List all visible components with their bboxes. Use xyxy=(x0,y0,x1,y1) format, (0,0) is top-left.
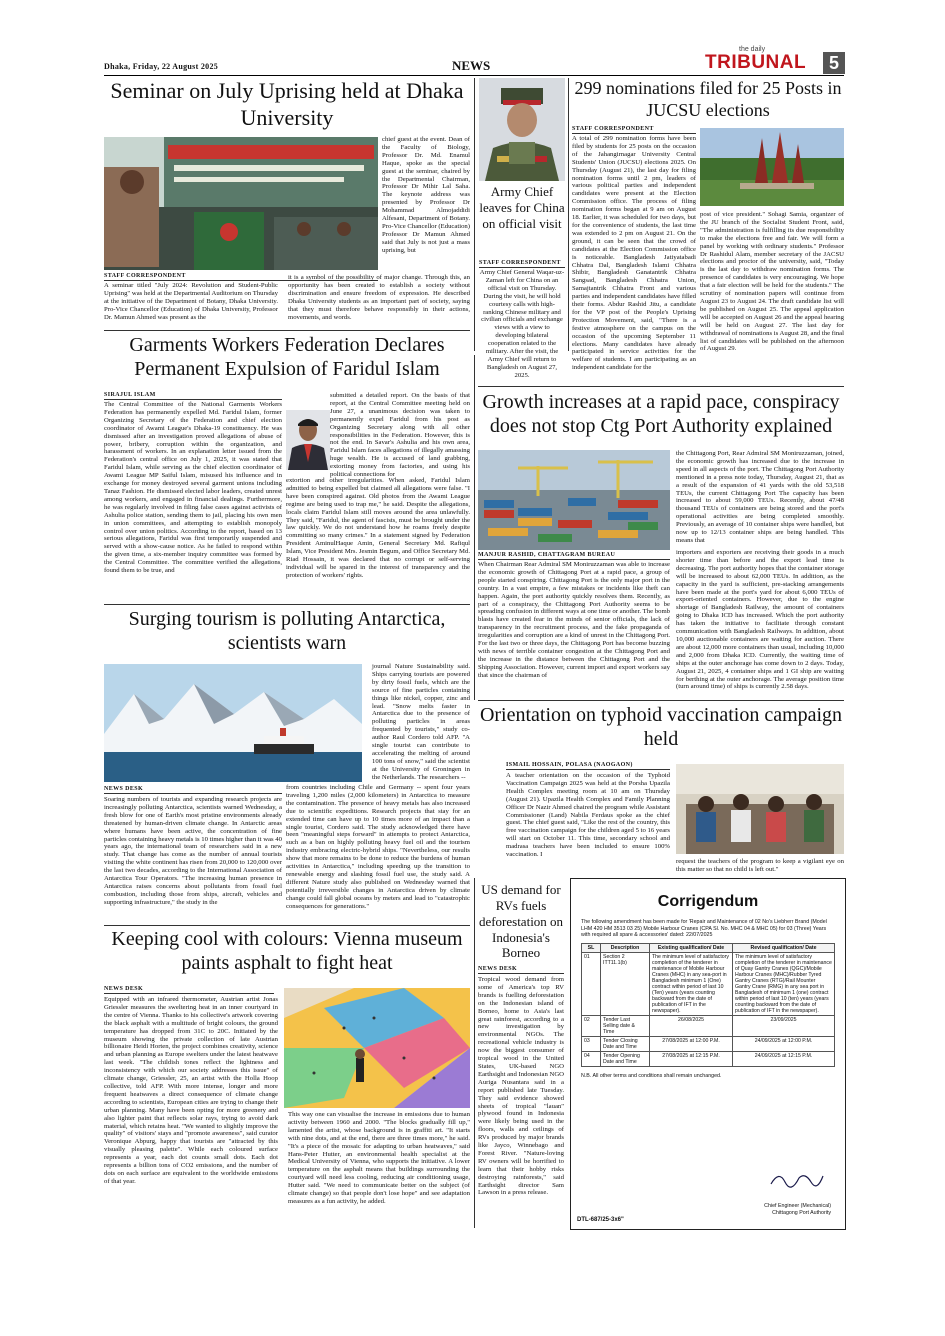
port-col1: When Chairman Rear Admiral SM Moniruzzaman was able to increase the economic growth of Chittagong Port at a rapid pace, a group of people started conspiring. Chittagong Port is the only major port in the country. In a vast empire, a few mistakes or incidents like theft can happen. Again, the port authority quickly resolves them. Recently, as part of a conspiracy, the Chittagong Port Authority seems to be spreading confusion in different ways at one time or another. The bomb blasts have created fear in the minds of senior officials, the lack of transparency in the recruitment process, and the fake propaganda of irregularities and corruption are a kind of unrest in the Chittagong Port. For the last two or three days, the Chittagong Port has become buzzing with news of terrible container congestion at the Chittagong Port and the increase in the distance between the Chittagong Port and the Shipping Association. However, current import and export workers say that since the chairman of xyxy=(478,561,670,679)
cell-existing: 27/08/2025 at 12:00 P.M. xyxy=(650,1036,733,1051)
dateline: Dhaka, Friday, 22 August 2025 xyxy=(104,62,219,71)
page-number: 5 xyxy=(823,52,845,74)
corrigendum-box xyxy=(570,878,846,1230)
antarctica-photo xyxy=(104,664,362,782)
table-row xyxy=(582,1015,835,1036)
vienna-col2: This way one can visualise the increase in emissions due to human activity between 1960 and 2000. "The blocks gradually fill up," lamented the artist, whose background is in graffiti art. "It starts with nine dots, and at the end, there are three times more," he said. "It's a piece of the mosaic for adapting to urban heatwaves," said Hans-Peter Hutter, an environmental health specialist at the Medical University of Vienna, who supports the initiative. A lower temperature on the asphalt means that buildings surrounding the courtyard will need less cooling, reducing air conditioning usage, Hutter said. "We need to communicate better on the subject (of climate change) so that people don't lose hope" and see adaptation measures as a fun activity, he added. xyxy=(288,1111,470,1205)
vienna-photo xyxy=(284,988,470,1108)
column-rule xyxy=(474,878,475,1228)
corrigendum-table-wrap xyxy=(581,943,835,1067)
typhoid-photo xyxy=(676,764,844,854)
typhoid-col2: request the teachers of the program to keep a vigilant eye on this matter so that no child is left out." xyxy=(676,858,844,873)
masthead-logo xyxy=(705,46,845,74)
army-chief-photo xyxy=(479,78,565,181)
port-headline: Growth increases at a rapid pace, conspiracy does not stop Ctg Port Authority explained xyxy=(482,391,840,438)
seminar-headline: Seminar on July Uprising held at Dhaka University xyxy=(110,78,464,130)
antarctica-col1-top: journal Nature Sustainability said. Ships carrying tourists are powered by dirty fossil fuels, which are the source of fine particles containing things like nickel, copper, zinc and lead. "Snow melts faster in Antarctica due to the presence of polluting particles in areas frequented by tourists," study co-author Raul Cordero told AFP. "A single tourist can contribute to accelerating the melting of around 100 tons of snow," said the scientist at the University of Groningen in the Netherlands. The researchers -- xyxy=(372,663,470,781)
cell-description: Tender Last Selling date & Time xyxy=(601,1015,650,1036)
garments-byline: SIRAJUL ISLAM xyxy=(104,392,282,400)
cell-description: Tender Opening Date and Time xyxy=(601,1051,650,1066)
vienna-col1: Equipped with an infrared thermometer, Austrian artist Jonas Griessler measures the sweltering heat in an inner courtyard in the centre of Vienna. Thanks to his collective's artwork covering the black asphalt with a multitude of bright colours, the ground temperature has dropped from 31C to 20C. Initiated by the museum showing the private collection of late Austrian billionaire Heidi Horten, the project combines creativity, science and urban planning as Europe swelters under the latest heatwave last week. "The childish tones reflect the lightness and inconsistency with which our society addresses this issue" of climate change, Griessler, 25, an artist with the Holla Hoop collective, told AFP. With more intense, longer and more frequent heatwaves a direct consequence of climate change according to scientists, European cities are trying to change their urban planning. Many have been opting for more greenery and also lighter paint that reflects solar rays, trying to avoid dark material, which retains heat. "We wanted to slightly improve the quality" of visitors' stays and "promote awareness", said curator Veronique Abpurg, happy that tourists are "attracted by this visually pleasing palette". While each coloured surface represents a year, each dot counts small dots. Each dot represents a billion tons of CO2 emissions, and the number of dots on each surface are equivalent to the worldwide emissions of that year. xyxy=(104,996,278,1185)
garments-col2a: submitted a detailed report. On the basis of that report, at the Central Committee meeting held on June 27, a unanimous decision was taken to permanently expel Faridul from his post as Organizing Secretary along with all other responsibilities in the Federation. However, this is not the end. In Savar's Ashulia and his own area, Faridul Islam faces allegations of illegally amassing huge wealth. He is accused of land grabbing, extorting money from factories, and using his political connections for xyxy=(330,392,470,479)
port-byline: MANJUR RASHID, CHATTAGRAM BUREAU xyxy=(478,552,670,560)
column-rule xyxy=(568,78,569,351)
signature-icon xyxy=(767,1168,827,1195)
corrigendum-intro: The following amendment has been made for 'Repair and Maintenance of 02 No's Liebherr Brand (Model LHM 420 HM 3513 03 25) Mobile Harbour Cranes (CPA Sl. No. MHC 04 & MHC 05) for 03 (Three) Years with required all spare & accessories' dated: 22/07/2025 xyxy=(581,919,827,939)
antarctica-col1: Soaring numbers of tourists and expanding research projects are increasingly polluting Antarctica, scientists warned Wednesday, a fresh blow for one of Earth's most pristine environments already threatened by human-driven climate change. In Antarctic areas where humans have been active, the concentration of fine particles containing heavy metals is 10 times higher than it was 40 years ago, the international team of researchers said in a new study. That change has come as the number of annual tourists visiting the white continent has risen from 20,000 to 120,000 over the last two decades, according to the International Association of Antarctica Tour Operators. "The increasing human presence in Antarctica raises concerns about pollutants from fossil fuel combustion, including those from ships, aircraft, vehicles and supporting infrastructure," the study in the xyxy=(104,796,282,906)
army-body: Army Chief General Waqar-uz-Zaman left for China on an official visit on Thursday. During the visit, he will hold courtesy calls with high-ranking Chinese military and civilian officials and exchange views with a view to developing bilateral cooperation related to the military. After the visit, the Army Chief will return to Bangladesh on August 27, 2025. xyxy=(479,269,565,379)
typhoid-byline: ISMAIL HOSSAIN, POLASA (NAOGAON) xyxy=(506,762,670,770)
corrigendum-title: Corrigendum xyxy=(657,893,759,910)
cell-revised: 23/09/2025 xyxy=(733,1015,835,1036)
cell-revised: 24/09/2025 at 12:00 P.M. xyxy=(733,1036,835,1051)
garments-headline: Garments Workers Federation Declares Permanent Expulsion of Faridul Islam xyxy=(129,334,445,381)
antarctica-headline: Surging tourism is polluting Antarctica, scientists warn xyxy=(128,608,446,655)
typhoid-headline: Orientation on typhoid vaccination campaign held xyxy=(479,704,843,751)
jucsu-col1: A total of 299 nomination forms have been filed by students for 25 posts on the occasion of the Jahangirnagar University Central Students' Union (JUCSU) elections 2025. On Thursday (August 21), the last day for filing nomination forms until 2 pm, leaders of various political parties and independent candidates were present at the Election Commission office. The process of filing nomination forms began at 9 am on August 18. Earlier, it was scheduled for two days, but for the convenience of students, the last time was extended to 2 pm on August 21. On the ground, it can be seen that the crowd of candidates at the Election Commission office is noticeable. Bangladesh Jatiyatabadi Chhatra Dal, Bangladesh Islami Chhatra Shibir, Bangladesh Ganatantrik Chhatra Sangsad, Bangladesh Chhatra Union, Samajtantrik Chhatra Front and various parties and independent candidates have filled their forms. Abdur Rashid Jitu, a candidate for the VP post of the People's Uprising Protection Movement, said, "There is a festive atmosphere on the campus on the occasion of the upcoming September 11 elections. Many candidates have already participated in service activities for the welfare of students. I am participating as an independent candidate for the xyxy=(572,135,696,372)
column-rule xyxy=(474,78,475,351)
cell-description: Tender Closing Date and Time xyxy=(601,1036,650,1051)
cell-existing: 27/08/2025 at 12:15 P.M. xyxy=(650,1051,733,1066)
antarctica-col2: from countries including Chile and Germany -- spent four years traveling 1,200 miles (2,000 kilometers) in Antarctica to measure the contamination. The presence of heavy metals has also increased due to scientific expeditions. Research projects that stay for an extended time can have up to 10 times more of an impact than a single tourist, Cordero said. The study acknowledged there have been "meaningful steps forward" in attempts to protect Antarctica, such as a ban on highly polluting heavy fuel oil and the tourism industry embracing electric-hybrid ships. "Nevertheless, our results show that more remains to be done to reduce the burdens of human activities in Antarctica," including speeding up the transition to renewable energy and slashing fossil fuel use, the study said. A different Nature study also published on Wednesday warned that potentially irreversible changes in Antarctica driven by climate change could fall global oceans by meters and lead to "catastrophic consequences for generations." xyxy=(286,784,470,910)
section-rule xyxy=(478,386,844,387)
corrigendum-code: DTL-687/25-3x6" xyxy=(577,1217,624,1223)
col-header-description: Description xyxy=(601,943,650,952)
seminar-byline: STAFF CORRESPONDENT xyxy=(104,273,378,281)
seminar-photo xyxy=(104,137,378,270)
section-title: NEWS xyxy=(452,58,491,73)
table-row xyxy=(582,1051,835,1066)
corrigendum-signatory: Chief Engineer (Mechanical) Chittagong Port Authority xyxy=(764,1203,831,1217)
section-rule xyxy=(104,330,470,331)
cell-existing: 26/08/2025 xyxy=(650,1015,733,1036)
jucsu-byline: STAFF CORRESPONDENT xyxy=(572,126,696,134)
cell-revised: 24/09/2025 at 12:15 P.M. xyxy=(733,1051,835,1066)
section-rule xyxy=(478,700,844,701)
jucsu-col2: post of vice president." Sohagi Samia, organizer of the JU branch of the Socialist Student Front, said, "The administration is fulfilling its due responsibility to make the elections free and fair. We will form a panel by working with ordinary students." Professor Dr Rashidul Alam, member secretary of the JACSU elections and proctor of the university, said, "Today is the last day to withdraw nomination forms. The presence of candidates is very encouraging. We hope that a fair election will be held for the students." The scrutiny of nomination papers will continue from August 23 to August 24. The draft candidate list will be published on August 25. The appeal application will be accepted on August 26 and the appeal hearing will be held on August 27. The last day for withdrawal of nominations is August 28, and the final list of candidates will be published on the afternoon of August 29. xyxy=(700,211,844,353)
col-header-existing: Existing qualification/ Date xyxy=(650,943,733,952)
column-rule xyxy=(474,355,475,700)
corrigendum-note: N.B. All other terms and conditions shall remain unchanged. xyxy=(581,1072,722,1079)
port-col2a: the Chittagong Port, Rear Admiral SM Moniruzzaman, joined, the economic growth has increased due to the increase in speed in all aspects of the port. The Chittagong Port Authority mentioned in a press note today, Thursday, August 21, that as a result of the expansion of 41 yards with the old 53,518 TEUs, the current Chittagong Port The capacity has been increased to about 59,000 TEUs. Recently, about 47/48 thousand TEUs of containers are being stored and the port's operational activities are being completed smoothly. Previously, an average of 10 container ships were handled, but now up to 12/13 container ships are being handled. This means that xyxy=(676,450,844,544)
borneo-byline: NEWS DESK xyxy=(478,966,564,974)
faridul-photo xyxy=(286,410,330,470)
cell-existing: The minimum level of satisfactory completion of the tenderer in maintenance of Mobile Harbour Cranes (MHC) in any sea-port in Bangladesh minimum 1 (One) contract within period of last 10 (Ten) years (years counting backward from the date of publication of IFT in the newspaper). xyxy=(650,952,733,1015)
col-header-revised: Revised qualification/ Date xyxy=(733,943,835,952)
section-rule xyxy=(104,925,470,926)
vienna-byline: NEWS DESK xyxy=(104,986,274,994)
seminar-col3: it is a symbol of the possibility of major change. Through this, an opportunity has been created to establish a society without discrimination and ensure freedom of expression. He described Dhaka University students as an important part of society, saying that they must therefore behave responsibly in their actions, movements, and words. xyxy=(288,274,470,321)
jucsu-headline: 299 nominations filed for 25 Posts in JUCSU elections xyxy=(574,78,842,120)
seminar-col1: A seminar titled "July 2024: Revolution and Student-Public Uprising" was held at the Departmental Auditorium on Thursday at the initiative of the Department of Botany, Dhaka University. Pro-Vice Chancellor (Education) of Dhaka University, Professor Dr. Mamun Ahmed was present as the xyxy=(104,282,278,321)
army-headline: Army Chief leaves for China on official visit xyxy=(479,184,565,231)
port-photo xyxy=(478,450,670,550)
header-rule xyxy=(104,75,844,76)
section-rule xyxy=(104,604,470,605)
typhoid-col1: A teacher orientation on the occasion of the Typhoid Vaccination Campaign 2025 was held at the Porsha Upazila Health Complex meeting room at 10 am on Thursday (August 21). Upazila Health Complex and Family Planning Officer Dr Nazir Ahmed chaired the program while Assistant Commissioner (Land) Nabila Ferdaus spoke as the chief guest. The chief guest said, "Like the rest of the country, this free vaccination campaign for the children aged 5 to 16 years will start on October 11. This time, secondary school and madrasa teachers have been included to ensure 100% vaccination. I xyxy=(506,772,670,859)
table-row xyxy=(582,952,835,1015)
col-header-sl: SL xyxy=(582,943,601,952)
vienna-headline: Keeping cool with colours: Vienna museum paints asphalt to fight heat xyxy=(111,928,463,975)
cell-revised: The minimum level of satisfactory completion of the tenderer in maintenance of Quay Gantry Cranes (QGC)/Mobile Harbour Cranes (MHC)/Rubber Tyred Gantry Cranes (RTG)/Rail Mounter Gantry Crane (RMG) in any sea port in Bangladesh of minimum 1 (one) contract within period of last 10 (ten) years (years counting backward from the date of publication of IFT in the newspaper). xyxy=(733,952,835,1015)
cell-sl: 02 xyxy=(582,1015,601,1036)
logo-text: TRIBUNAL xyxy=(705,52,807,73)
garments-col1: The Central Committee of the National Garments Workers Federation has permanently expelled Md. Faridul Islam, former Organizing Secretary of the Federation and chief election coordinator of Awami League's Dhaka-19 constituency. He was dismissed after an investigation proved allegations of abuse of power, bribery, corruption within the organization, and harassment of workers. In an explanation letter issued from the Federation's central office on July 1, 2025, it was stated that Faridul Islam, while serving as the chief election coordinator of Awami League MP Saiful Islam, misused his influence and in exchange for money destroyed several garment unions including Tanaz Fashion. He dismissed elected labor leaders, created unrest among workers, and engaged in financial dealings. Furthermore, he was regularly involved in filing false cases against activists of Ashulia police station, sending them to jail, placing his own men in union committees, and attempting to establish monopoly control over union politics. According to the report, based on 13 serious allegations, Faridul was first temporarily suspended and served with a show-cause notice. As he failed to respond within the given time, a six-member inquiry committee was formed by the Central Committee. The committee verified the allegations, found them to be true, and xyxy=(104,401,282,575)
port-col2b: importers and exporters are receiving their goods in a much shorter time than before and the export lead time is decreasing. The port authority hopes that the container storage will be increased to about 62,000 TEUs. In addition, as the capacity in the yard is sufficient, pre-stacking arrangements have been made at the port's yard for about 6,000 TEUs of export-oriented containers. However, due to the engine shortage of Bangladesh Railway, the amount of containers going to Dhaka ICD has increased. Which the port authority has taken the initiative to facilitate through constant communication with Bangladesh Railways. In addition, about 10,000 auctionable containers are waiting for auction. There are about 12,000 more containers than usual, including 10,000 and 2,000 from Dhaka ICD. Currently, the waiting time of ships at the outer anchorage has come down to 2 days. Today, August 21, 2025, 4 container ships and 1 GI ship are waiting for berthing at the outer anchorage. The average position time (turn around time) of ships is currently 2.58 days. xyxy=(676,549,844,691)
cell-sl: 03 xyxy=(582,1036,601,1051)
seminar-col2: chief guest at the event. Dean of the Faculty of Biology, Professor Dr. Md. Enamul Haque, spoke as the special guest at the seminar, chaired by the Departmental Chairman, Professor Dr Mihir Lal Saha. The keynote address was presented by Professor Dr Mohammad Almojaddidi Alfesani, Department of Botany. Pro-Vice Chancellor (Education) Professor Dr Mamun Ahmed said that July is not just a mass uprising, but xyxy=(382,136,470,254)
garments-col2b: extortion and other irregularities. When asked, Faridul Islam admitted to being expelled but claimed all allegations were false. "I have been conspired against. Old photos from the Awami League regime are being used to trap me," he said. Despite the allegations, locals claim Faridul Islam still moves around the area unlawfully. They said, "Faridul, the agent of fascists, must be brought under the law quickly. We do not understand how he roams freely despite committing so many crimes." In a statement signed by Federation President AminulHaque Amin, General Secretary Md. Rafiqul Islam, Vice President Mrs. Jesmin Begum, and Office Secretary Md. Riad Hossain, it was declared that no corrupt or self-serving individual will be spared in the interest of transparency and the protection of workers' rights. xyxy=(286,477,470,579)
army-byline: STAFF CORRESPONDENT xyxy=(479,260,565,268)
table-row xyxy=(582,1036,835,1051)
logo-small-text: the daily xyxy=(739,46,766,53)
cell-sl: 01 xyxy=(582,952,601,1015)
cell-sl: 04 xyxy=(582,1051,601,1066)
borneo-body: Tropical wood demand from some of America's top RV brands is fuelling deforestation on the Indonesian island of Borneo, home to Asia's last great rainforest, according to a new investigation by environmental NGOs. The recreational vehicle industry is now the biggest consumer of tropical wood in the United States, UK-based NGO Earthsight and Indonesian NGO Auriga Nusantara said in a report published late Tuesday. They said evidence showed sheets of tropical "lauan" plywood found in Indonesia were likely being used in the floors, walls and ceilings of RVs produced by major brands like Jayco, Winnebago and Forest River. "Nature-loving RV owners will be horrified to learn that their hobby risks destroying rainforests," said Earthsight director Sam Lawson in a press release. xyxy=(478,976,564,1197)
antarctica-byline: NEWS DESK xyxy=(104,786,282,794)
cell-description: Section 2 ITT11.1(b) xyxy=(601,952,650,1015)
corrigendum-table xyxy=(581,943,835,1067)
jucsu-photo xyxy=(700,128,844,206)
borneo-headline: US demand for RVs fuels deforestation on Indonesia's Borneo xyxy=(478,882,564,961)
